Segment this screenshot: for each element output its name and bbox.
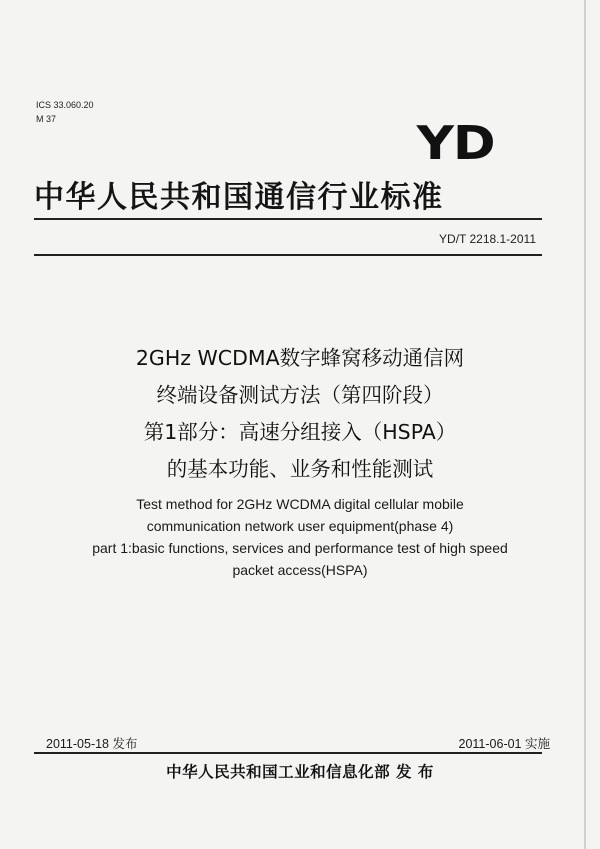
chinese-title-line-3: 第1部分：高速分组接入（HSPA） xyxy=(143,420,457,444)
chinese-title xyxy=(0,340,600,488)
english-title xyxy=(0,493,600,581)
footer-divider xyxy=(34,752,542,754)
english-title-line-3: part 1:basic functions, services and performance test of high speed xyxy=(92,540,508,556)
implement-date: 2011-06-01 实施 xyxy=(458,737,550,751)
top-rule xyxy=(34,218,542,220)
yd-logo: YD xyxy=(416,116,494,170)
publisher: 中华人民共和国工业和信息化部 发 布 xyxy=(166,762,434,781)
chinese-title-line-2: 终端设备测试方法（第四阶段） xyxy=(156,383,444,407)
ics-code: ICS 33.060.20 xyxy=(36,100,94,110)
standard-number: YD/T 2218.1-2011 xyxy=(439,232,536,246)
standard-category-title: 中华人民共和国通信行业标准 xyxy=(34,180,444,215)
english-title-line-1: Test method for 2GHz WCDMA digital cellular mobile xyxy=(136,496,464,512)
english-title-line-2: communication network user equipment(phase 4) xyxy=(146,518,454,534)
chinese-title-line-1: 2GHz WCDMA数字蜂窝移动通信网 xyxy=(135,346,465,370)
ccs-code: M 37 xyxy=(36,114,57,124)
header-divider xyxy=(34,254,542,256)
chinese-title-line-4: 的基本功能、业务和性能测试 xyxy=(166,457,434,481)
english-title-line-4: packet access(HSPA) xyxy=(232,562,368,578)
issue-date: 2011-05-18 发布 xyxy=(46,737,138,751)
